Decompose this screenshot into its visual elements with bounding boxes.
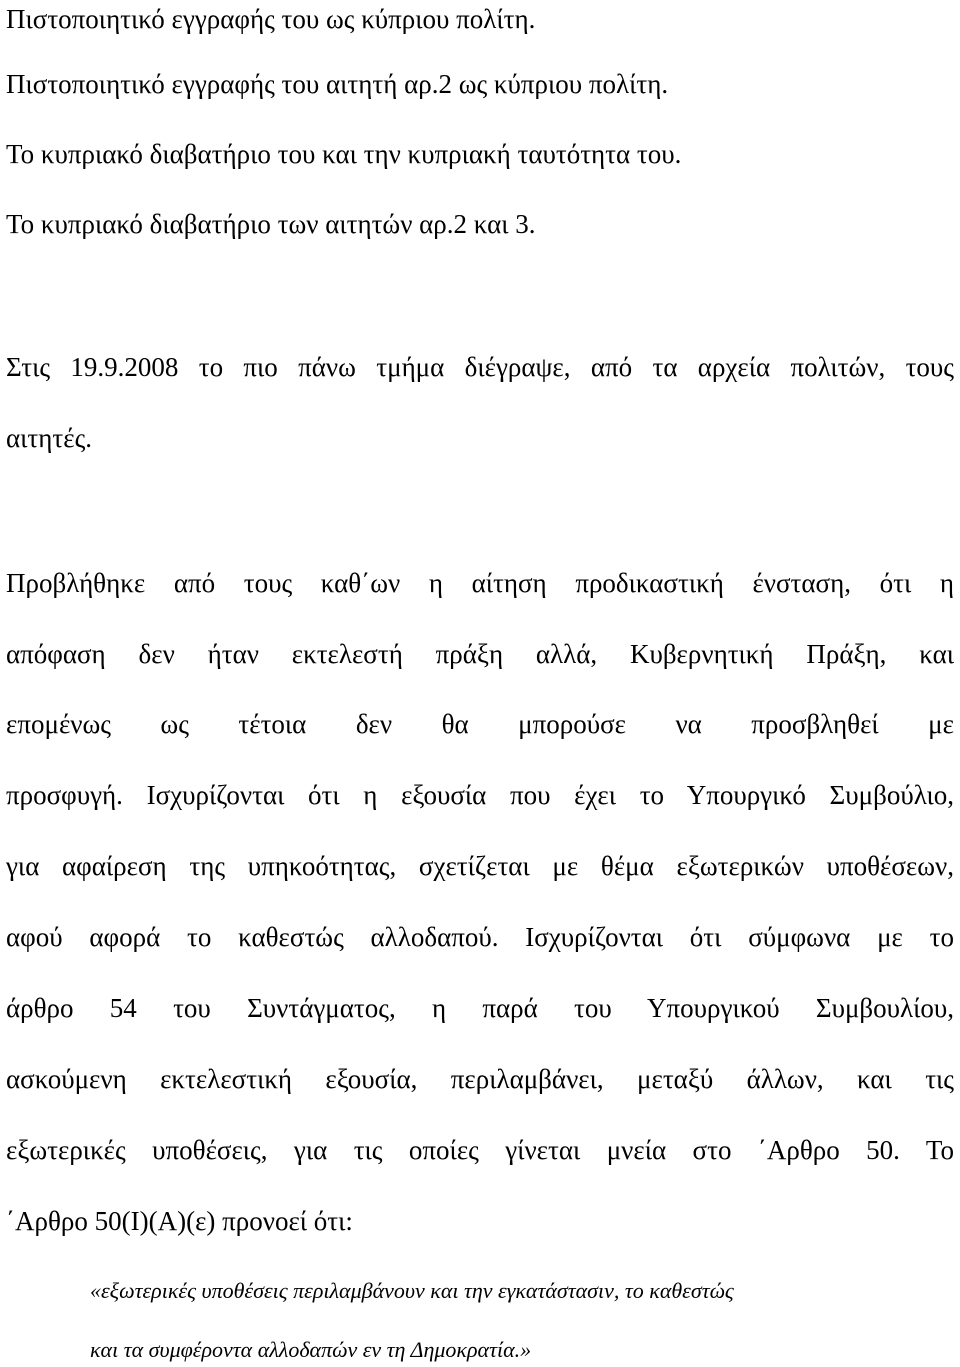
list-line: Πιστοποιητικό εγγραφής του ως κύπριου πολίτη. [6, 4, 536, 34]
paragraph-line: εξωτερικές υποθέσεις, για τις οποίες γίνεται μνεία στο ΄Αρθρο 50. Το [6, 1135, 954, 1165]
paragraph-line: αιτητές. [6, 423, 93, 453]
list-line: Το κυπριακό διαβατήριο των αιτητών αρ.2 και 3. [6, 209, 536, 239]
list-line: Το κυπριακό διαβατήριο του και την κυπριακή ταυτότητα του. [6, 139, 682, 169]
paragraph-line: απόφαση δεν ήταν εκτελεστή πράξη αλλά, Κυβερνητική Πράξη, και [6, 639, 954, 669]
paragraph-line: επομένως ως τέτοια δεν θα μπορούσε να προσβληθεί με [6, 709, 954, 739]
quote-line: και τα συμφέροντα αλλοδαπών εν τη Δημοκρατία.» [90, 1337, 532, 1362]
paragraph-line: άρθρο 54 του Συντάγματος, η παρά του Υπουργικού Συμβουλίου, [6, 993, 954, 1023]
paragraph-line: αφού αφορά το καθεστώς αλλοδαπού. Ισχυρίζονται ότι σύμφωνα με το [6, 922, 954, 952]
paragraph-line: για αφαίρεση της υπηκοότητας, σχετίζεται με θέμα εξωτερικών υποθέσεων, [6, 851, 954, 881]
paragraph-line: ΄Αρθρο 50(Ι)(Α)(ε) προνοεί ότι: [6, 1206, 353, 1236]
list-line: Πιστοποιητικό εγγραφής του αιτητή αρ.2 ως κύπριου πολίτη. [6, 69, 669, 99]
paragraph-line: Προβλήθηκε από τους καθ΄ων η αίτηση προδικαστική ένσταση, ότι η [6, 568, 954, 598]
paragraph-line: ασκούμενη εκτελεστική εξουσία, περιλαμβάνει, μεταξύ άλλων, και τις [6, 1064, 954, 1094]
quote-line: «εξωτερικές υποθέσεις περιλαμβάνουν και την εγκατάστασιν, το καθεστώς [90, 1278, 734, 1303]
paragraph-line: Στις 19.9.2008 το πιο πάνω τμήμα διέγραψε, από τα αρχεία πολιτών, τους [6, 352, 954, 382]
paragraph-line: προσφυγή. Ισχυρίζονται ότι η εξουσία που έχει το Υπουργικό Συμβούλιο, [6, 780, 954, 810]
